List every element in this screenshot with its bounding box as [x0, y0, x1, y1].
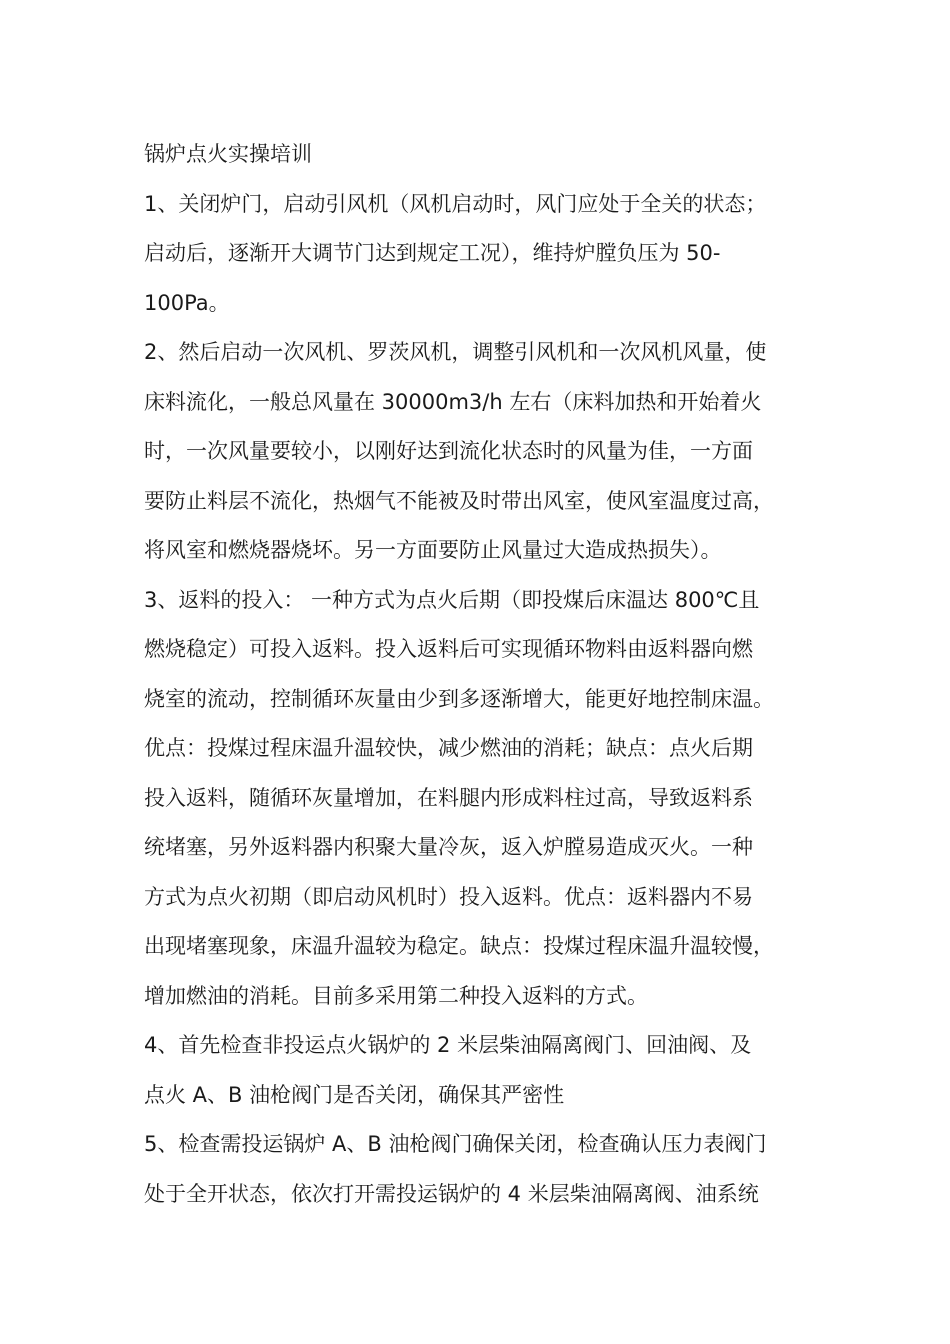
document-title: 锅炉点火实操培训	[144, 142, 312, 166]
text-line: 床料流化，一般总风量在 30000m3/h 左右（床料加热和开始着火	[144, 389, 762, 414]
text-line: 统堵塞，另外返料器内积聚大量冷灰，返入炉膛易造成灭火。一种	[144, 835, 753, 859]
text-line: 5、检查需投运锅炉 A、B 油枪阀门确保关闭，检查确认压力表阀门	[144, 1132, 767, 1156]
text-line: 投入返料，随循环灰量增加，在料腿内形成料柱过高，导致返料系	[144, 785, 753, 810]
text-line: 出现堵塞现象，床温升温较为稳定。缺点：投煤过程床温升温较慢，	[144, 934, 774, 958]
text-line: 增加燃油的消耗。目前多采用第二种投入返料的方式。	[144, 983, 648, 1008]
text-line: 要防止料层不流化，热烟气不能被及时带出风室，使风室温度过高，	[144, 488, 774, 513]
text-line: 将风室和燃烧器烧坏。另一方面要防止风量过大造成热损失）。	[144, 538, 722, 562]
text-line: 燃烧稳定）可投入返料。投入返料后可实现循环物料由返料器向燃	[144, 637, 753, 661]
text-line: 方式为点火初期（即启动风机时）投入返料。优点：返料器内不易	[144, 884, 753, 909]
text-line: 处于全开状态，依次打开需投运锅炉的 4 米层柴油隔离阀、油系统	[144, 1181, 759, 1206]
text-line: 1、关闭炉门，启动引风机（风机启动时，风门应处于全关的状态；	[144, 191, 767, 216]
text-line: 3、返料的投入： 一种方式为点火后期（即投煤后床温达 800℃且	[144, 587, 760, 612]
text-line: 2、然后启动一次风机、罗茨风机，调整引风机和一次风机风量，使	[144, 340, 767, 364]
document-body	[144, 130, 834, 1219]
text-line: 优点：投煤过程床温升温较快，减少燃油的消耗；缺点：点火后期	[144, 736, 753, 760]
text-line: 点火 A、B 油枪阀门是否关闭，确保其严密性	[144, 1082, 565, 1107]
text-line: 时，一次风量要较小，以刚好达到流化状态时的风量为佳，一方面	[144, 439, 753, 463]
text-line: 4、首先检查非投运点火锅炉的 2 米层柴油隔离阀门、回油阀、及	[144, 1033, 752, 1057]
text-line: 启动后，逐渐开大调节门达到规定工况），维持炉膛负压为 50-	[144, 241, 721, 265]
text-line: 100Pa。	[144, 290, 230, 315]
text-line: 烧室的流动，控制循环灰量由少到多逐渐增大，能更好地控制床温。	[144, 686, 774, 711]
